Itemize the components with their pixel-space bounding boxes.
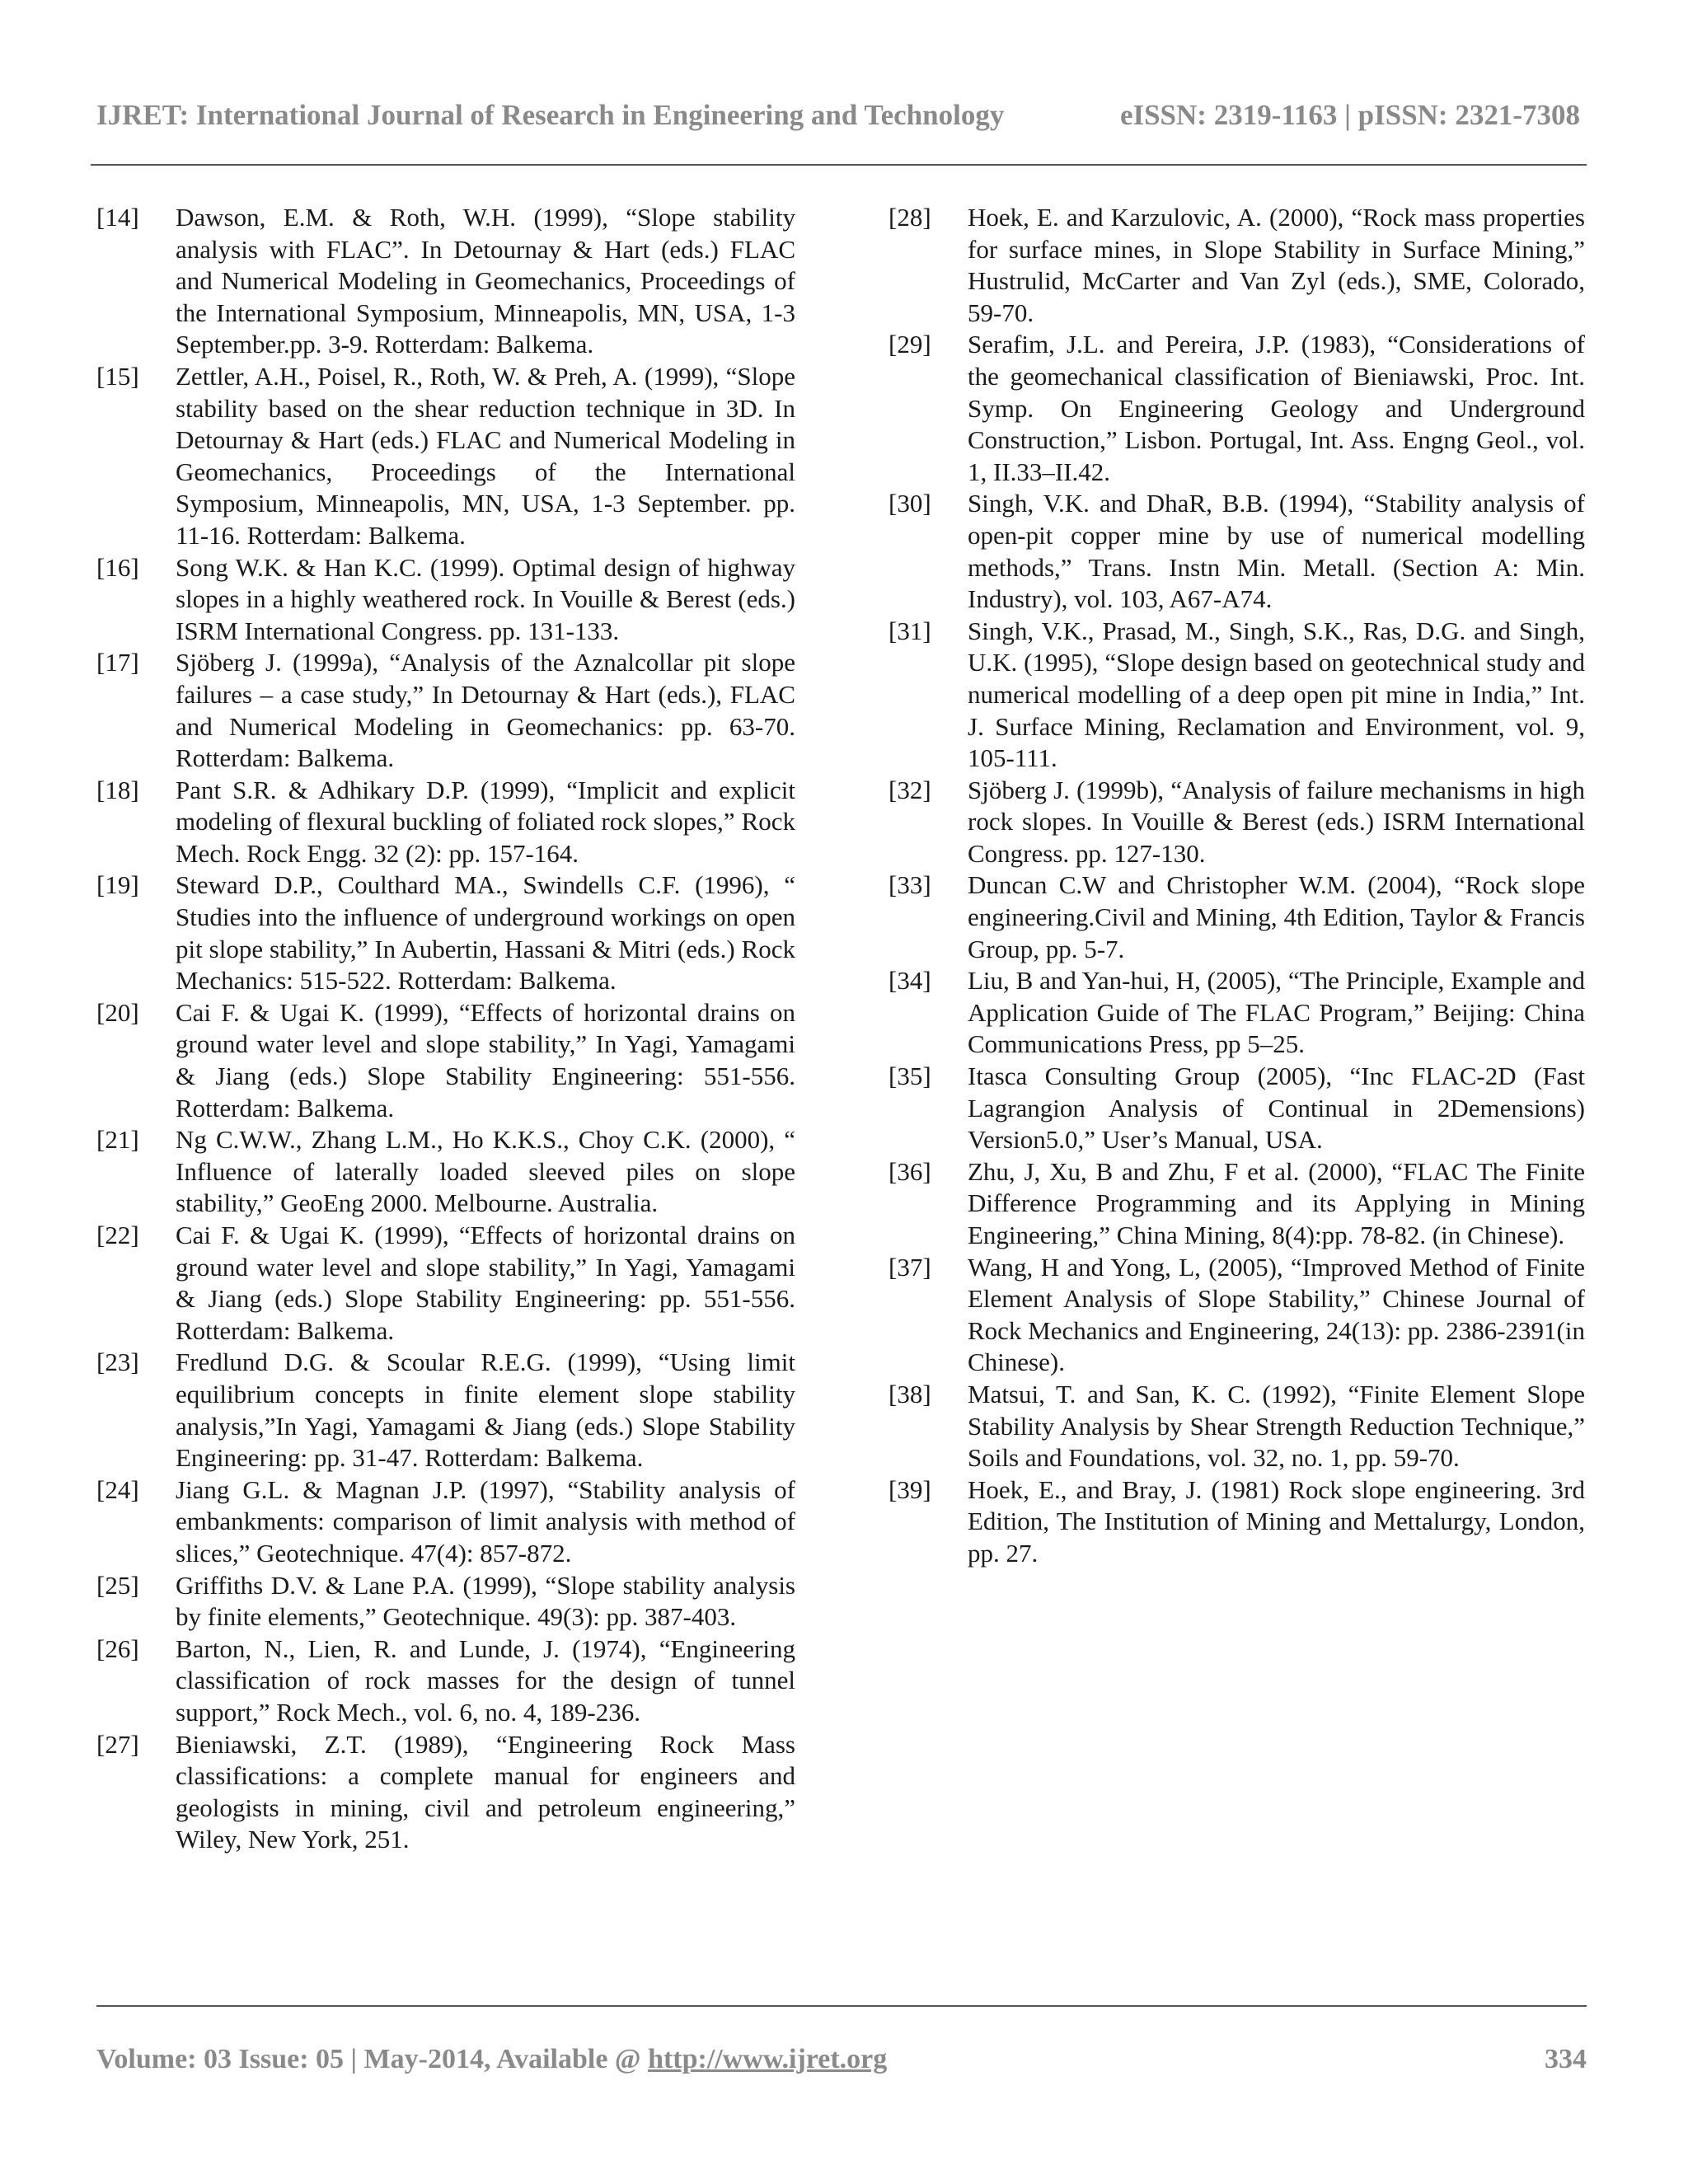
reference-item [889,1156,1585,1252]
reference-item [889,202,1585,329]
reference-number: [27] [96,1729,139,1759]
reference-item [96,775,795,870]
volume-info [96,2044,887,2075]
reference-text: Song W.K. & Han K.C. (1999). Optimal design of highway slopes in a highly weathered rock. In Vouille & Berest (eds.) ISRM International Congress. pp. 131-133. [176,552,795,645]
issn-label: eISSN: 2319-1163 | pISSN: 2321-7308 [1119,99,1580,131]
reference-number: [19] [96,870,139,900]
reference-text: Serafim, J.L. and Pereira, J.P. (1983), “Considerations of the geomechanical classification of Bieniawski, Proc. Int. Symp. On Engineering Geology and Underground Construction,” Lisbon. Portugal, Int. Ass. Engng Geol., vol. 1, II.33–II.42. [968,330,1585,486]
reference-number: [32] [889,775,931,804]
reference-number: [20] [96,997,139,1027]
reference-item [889,775,1585,870]
reference-number: [33] [889,870,931,900]
reference-text: Griffiths D.V. & Lane P.A. (1999), “Slope stability analysis by finite elements,” Geotechnique. 49(3): pp. 387-403. [176,1570,795,1632]
page-number: 334 [1545,2044,1587,2074]
reference-number: [15] [96,361,139,391]
reference-item [96,869,795,996]
reference-text: Barton, N., Lien, R. and Lunde, J. (1974), “Engineering classification of rock masses for the design of tunnel support,” Rock Mech., vol. 6, no. 4, 189-236. [176,1633,795,1727]
references-column-right [889,202,1585,1570]
reference-item [889,1061,1585,1156]
reference-number: [29] [889,330,931,359]
page-footer [96,2036,1587,2077]
references-column-left [96,202,795,1856]
volume-text: Volume: 03 Issue: 05 | May-2014, Available @ [96,2044,649,2074]
reference-item [889,965,1585,1061]
footer-divider [96,2005,1587,2007]
reference-number: [22] [96,1221,139,1249]
reference-number: [14] [96,203,139,232]
reference-text: Cai F. & Ugai K. (1999), “Effects of horizontal drains on ground water level and slope stability,” In Yagi, Yamagami & Jiang (eds.) Slope Stability Engineering: pp. 551-556. Rotterdam: Balkema. [176,1221,795,1345]
reference-text: Hoek, E., and Bray, J. (1981) Rock slope engineering. 3rd Edition, The Institution of Mining and Mettalurgy, London, pp. 27. [968,1474,1585,1568]
reference-number: [26] [96,1633,139,1663]
header-divider [91,164,1587,166]
reference-number: [31] [889,616,931,645]
reference-text: Matsui, T. and San, K. C. (1992), “Finite Element Slope Stability Analysis by Shear Strength Reduction Technique,” Soils and Foundations, vol. 32, no. 1, pp. 59-70. [968,1379,1585,1473]
reference-text: Fredlund D.G. & Scoular R.E.G. (1999), “Using limit equilibrium concepts in finite element slope stability analysis,”In Yagi, Yamagami & Jiang (eds.) Slope Stability Engineering: pp. 31-47. Rotterdam: Balkema. [176,1347,795,1473]
reference-text: Duncan C.W and Christopher W.M. (2004), “Rock slope engineering.Civil and Mining, 4th Edition, Taylor & Francis Group, pp. 5-7. [968,870,1585,963]
reference-text: Zhu, J, Xu, B and Zhu, F et al. (2000), “FLAC The Finite Difference Programming and its Applying in Mining Engineering,” China Mining, 8(4):pp. 78-82. (in Chinese). [968,1156,1585,1249]
reference-text: Singh, V.K., Prasad, M., Singh, S.K., Ras, D.G. and Singh, U.K. (1995), “Slope design based on geotechnical study and numerical modelling of a deep open pit mine in India,” Int. J. Surface Mining, Reclamation and Environment, vol. 9, 105-111. [968,616,1585,773]
reference-item [96,1124,795,1220]
reference-number: [17] [96,648,139,677]
reference-item [96,361,795,552]
reference-item [96,202,795,361]
reference-item [889,1474,1585,1570]
reference-item [889,1379,1585,1474]
reference-text: Zettler, A.H., Poisel, R., Roth, W. & Preh, A. (1999), “Slope stability based on the shear reduction technique in 3D. In Detournay & Hart (eds.) FLAC and Numerical Modeling in Geomechanics, Proceedings of the International Symposium, Minneapolis, MN, USA, 1-3 September. pp. 11-16. Rotterdam: Balkema. [176,361,795,550]
reference-text: Sjöberg J. (1999b), “Analysis of failure mechanisms in high rock slopes. In Vouille & Berest (eds.) ISRM International Congress. pp. 127-130. [968,775,1585,868]
reference-number: [23] [96,1347,139,1377]
reference-text: Itasca Consulting Group (2005), “Inc FLAC-2D (Fast Lagrangion Analysis of Continual in 2Demensions) Version5.0,” User’s Manual, USA. [968,1062,1585,1155]
reference-item [96,1570,795,1633]
reference-number: [38] [889,1379,931,1408]
reference-number: [35] [889,1062,931,1091]
reference-item [889,488,1585,615]
reference-number: [39] [889,1474,931,1504]
reference-item [889,869,1585,965]
reference-text: Pant S.R. & Adhikary D.P. (1999), “Implicit and explicit modeling of flexural buckling of foliated rock slopes,” Rock Mech. Rock Engg. 32 (2): pp. 157-164. [176,775,795,868]
reference-item [889,616,1585,775]
reference-text: Bieniawski, Z.T. (1989), “Engineering Rock Mass classifications: a complete manual for engineers and geologists in mining, civil and petroleum engineering,” Wiley, New York, 251. [176,1729,795,1854]
reference-item [889,1252,1585,1379]
reference-number: [21] [96,1125,139,1155]
page-header [96,92,1580,134]
journal-title: IJRET: International Journal of Research in Engineering and Technology [96,99,1005,131]
reference-item [96,1633,795,1729]
reference-item [96,1729,795,1856]
reference-text: Jiang G.L. & Magnan J.P. (1997), “Stability analysis of embankments: comparison of limit analysis with method of slices,” Geotechnique. 47(4): 857-872. [176,1474,795,1568]
reference-number: [37] [889,1252,931,1282]
reference-text: Liu, B and Yan-hui, H, (2005), “The Principle, Example and Application Guide of The FLAC Program,” Beijing: China Communications Press, pp 5–25. [968,966,1585,1059]
reference-number: [36] [889,1156,931,1186]
reference-number: [25] [96,1570,139,1600]
reference-number: [16] [96,552,139,582]
reference-text: Cai F. & Ugai K. (1999), “Effects of horizontal drains on ground water level and slope stability,” In Yagi, Yamagami & Jiang (eds.) Slope Stability Engineering: 551-556. Rotterdam: Balkema. [176,997,795,1122]
journal-link[interactable]: http://www.ijret.org [648,2044,888,2074]
reference-item [96,997,795,1124]
reference-number: [18] [96,775,139,804]
reference-number: [34] [889,966,931,996]
reference-item [96,1220,795,1347]
reference-text: Wang, H and Yong, L, (2005), “Improved Method of Finite Element Analysis of Slope Stability,” Chinese Journal of Rock Mechanics and Engineering, 24(13): pp. 2386-2391(in Chinese). [968,1252,1585,1377]
reference-text: Singh, V.K. and DhaR, B.B. (1994), “Stability analysis of open-pit copper mine by use of numerical modelling methods,” Trans. Instn Min. Metall. (Section A: Min. Industry), vol. 103, A67-A74. [968,489,1585,614]
reference-text: Steward D.P., Coulthard MA., Swindells C.F. (1996), “ Studies into the influence of underground workings on open pit slope stability,” In Aubertin, Hassani & Mitri (eds.) Rock Mechanics: 515-522. Rotterdam: Balkema. [176,870,795,996]
reference-text: Ng C.W.W., Zhang L.M., Ho K.K.S., Choy C.K. (2000), “ Influence of laterally loaded sleeved piles on slope stability,” GeoEng 2000. Melbourne. Australia. [176,1125,795,1218]
reference-item [96,1474,795,1570]
reference-item [889,329,1585,488]
reference-item [96,1347,795,1474]
reference-number: [28] [889,203,931,232]
reference-item [96,552,795,648]
reference-number: [30] [889,489,931,518]
reference-text: Dawson, E.M. & Roth, W.H. (1999), “Slope stability analysis with FLAC”. In Detournay & Hart (eds.) FLAC and Numerical Modeling in Geomechanics, Proceedings of the International Symposium, Minneapolis, MN, USA, 1-3 September.pp. 3-9. Rotterdam: Balkema. [176,203,795,359]
reference-number: [24] [96,1474,139,1504]
reference-text: Hoek, E. and Karzulovic, A. (2000), “Rock mass properties for surface mines, in Slope Stability in Surface Mining,” Hustrulid, McCarter and Van Zyl (eds.), SME, Colorado, 59-70. [968,203,1585,327]
reference-text: Sjöberg J. (1999a), “Analysis of the Aznalcollar pit slope failures – a case study,” In Detournay & Hart (eds.), FLAC and Numerical Modeling in Geomechanics: pp. 63-70. Rotterdam: Balkema. [176,648,795,773]
reference-item [96,647,795,774]
